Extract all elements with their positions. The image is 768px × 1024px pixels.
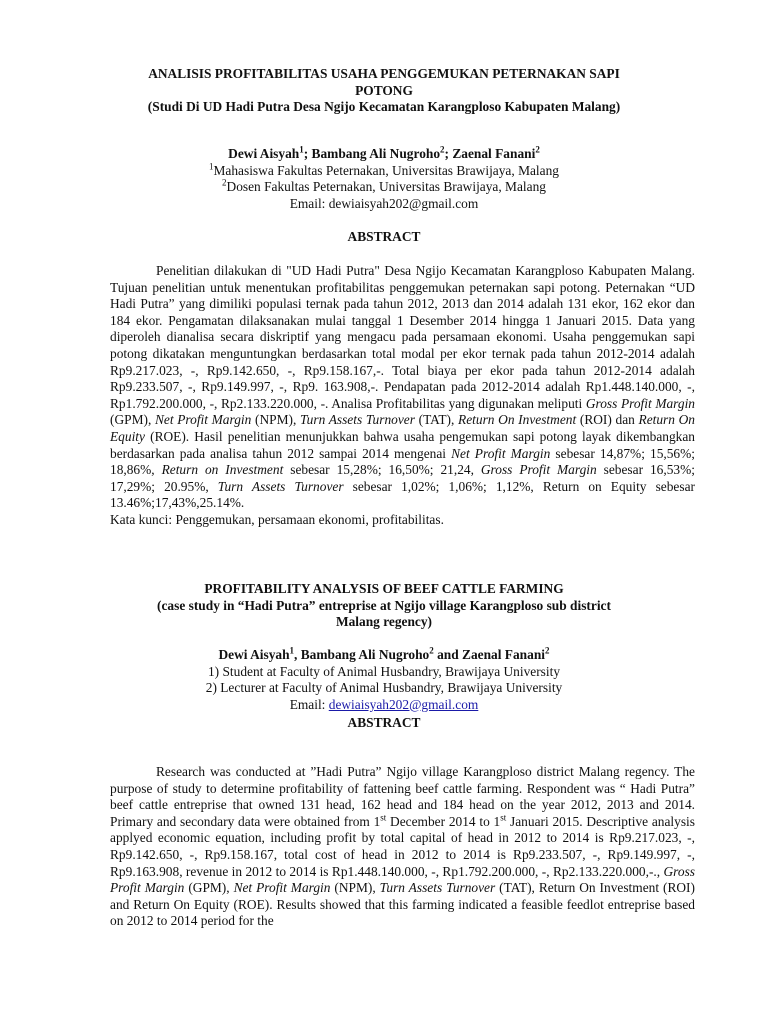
affiliation-1 [100,163,668,180]
abstract-term: Turn Assets Turnover [299,412,415,428]
author-name: ; Zaenal Fanani [444,146,536,161]
affiliation-en-2: 2) Lecturer at Faculty of Animal Husbandry, Brawijaya University [205,680,563,696]
english-subtitle-line1: (case study in “Hadi Putra” entreprise at Ngijo village Karangploso sub district [157,597,611,613]
affiliation-text: Mahasiswa Fakultas Peternakan, Universitas Brawijaya, Malang [213,162,559,178]
abstract-term: Return On Equity [110,412,695,444]
abstract-text: sebesar 1,02%; 1,06%; 1,12%, Return on Equity sebesar 13.46%;17,43%,25.14%. [110,478,695,511]
abstract-paragraph-en [110,764,695,930]
english-title: PROFITABILITY ANALYSIS OF BEEF CATTLE FARMING [204,581,564,596]
paper-title-line2: POTONG [355,82,413,98]
abstract-term: Gross Profit Margin [585,395,695,411]
keywords: Kata kunci: Penggemukan, persamaan ekonomi, profitabilitas. [110,511,444,527]
author-sup: 2 [545,645,550,656]
authors-block-en [100,647,668,713]
abstract-text: (TAT), Return On Investment (ROI) and Return On Equity (ROE). Results showed that this farming indicated a feasible feedlot entreprise based on 2012 to 2014 period for the [110,880,695,929]
author-name: Dewi Aisyah [218,647,290,662]
affiliation-2 [100,179,668,196]
abstract-text: (ROI) dan [576,412,639,428]
email-line-en [100,697,668,714]
author-list-en [100,647,668,664]
ordinal-sup: st [380,812,387,823]
abstract-text: (NPM), [330,880,380,896]
abstract-text: (NPM), [251,412,300,428]
author-name: Dewi Aisyah [228,146,300,161]
abstract-text: Januari 2015. Descriptive analysis applyed economic equation, including profit by total capital of head in 2012 to 2014 is Rp9.217.023, -, Rp9.142.650, -, Rp9.158.167, total cost of head in 2012 to 2014 is Rp9.233.507, -, Rp9.149.997, -, Rp9.163.908, revenue in 2012 to 2014 is Rp1.448.140.000, -, Rp1.792.200.000, -, Rp2.133.220.000,-., [110,813,695,879]
abstract-text: Research was conducted at ”Hadi Putra” Ngijo village Karangploso district Malang regency. The purpose of study to determine profitability of fattening beef cattle farming. Respondent was “ Hadi Putra” beef cattle entreprise that owned 131 head, 162 head and 184 head on the year 2012, 2013 and 2014. Primary and secondary data were obtained from 1 [110,764,695,829]
abstract-term: Net Profit Margin [451,445,551,461]
affiliation-text: Dosen Fakultas Peternakan, Universitas Brawijaya, Malang [226,179,546,195]
english-subtitle-line2: Malang regency) [335,614,433,630]
english-title-block [100,581,668,631]
abstract-term: Return on Investment [161,462,284,478]
abstract-text: (ROE). Hasil penelitian menunjukkan bahwa usaha pengemukan sapi potong layak dikembangkan berdasarkan pada analisa tahun 2012 sampai 2014 mengenai [110,428,695,461]
paper-title-line1: ANALISIS PROFITABILITAS USAHA PENGGEMUKAN PETERNAKAN SAPI [148,66,620,81]
abstract-heading-en: ABSTRACT [347,715,421,730]
author-sup: 1 [289,645,295,656]
author-name: and Zaenal Fanani [433,647,545,662]
author-sup: 1 [299,144,304,155]
affiliation-sup: 1 [209,161,214,172]
abstract-term: Net Profit Margin [154,412,252,428]
paper-subtitle: (Studi Di UD Hadi Putra Desa Ngijo Kecamatan Karangploso Kabupaten Malang) [147,99,621,115]
email-line-id: Email: dewiaisyah202@gmail.com [289,195,479,211]
abstract-text: sebesar 14,87%; 15,56%; 18,86%, [110,445,695,478]
authors-block-id [100,146,668,212]
abstract-text: December 2014 to 1 [386,813,501,829]
abstract-text: (GPM), [110,412,155,428]
abstract-term: Turn Assets Turnover [217,478,344,494]
abstract-text: Penelitian dilakukan di "UD Hadi Putra" Desa Ngijo Kecamatan Karangploso Kabupaten Malang. Tujuan penelitian untuk menentukan profitabilitas penggemukan peternakan sapi potong. Peternakan “UD Hadi Putra” yang dimiliki populasi ternak pada tahun 2012, 2013 dan 2014 adalah 131 ekor, 162 ekor dan 184 ekor. Pengamatan dilaksanakan mulai tanggal 1 Desember 2014 hingga 1 Januari 2015. Data yang diperoleh dianalisa secara diskriptif yang mengacu pada persamaan ekonomi. Usaha penggemukan sapi potong dikatakan menguntungkan berdasarkan total modal per ekor ternak pada tahun 2012-2014 adalah Rp9.217.023, -, Rp9.142.650, -, Rp9.158.167,-. Total biaya per ekor pada tahun 2012-2014 adalah Rp9.233.507, -, Rp9.149.997, -, Rp9. 163.908,-. Pendapatan pada 2012-2014 adalah Rp1.448.140.000, -, Rp1.792.200.000, -, Rp2.133.220.000, -. Analisa Profitabilitas yang digunakan meliputi [110,263,695,411]
email-label: Email: [289,696,329,712]
abstract-term: Gross Profit Margin [480,462,597,478]
affiliation-en-1: 1) Student at Faculty of Animal Husbandry, Brawijaya University [207,663,561,679]
paper-title-block [100,66,668,116]
affiliation-sup: 2 [222,177,227,188]
abstract-term: Gross Profit Margin [110,863,695,896]
author-name: ; Bambang Ali Nugroho [303,146,441,161]
author-list-id [100,146,668,163]
author-sup: 2 [440,144,445,155]
abstract-term: Turn Assets Turnover [379,880,496,896]
abstract-text: (GPM), [184,880,234,896]
abstract-body-id [110,263,695,529]
author-sup: 2 [535,144,540,155]
abstract-paragraph-id [110,263,695,512]
abstract-heading-id: ABSTRACT [347,229,421,244]
abstract-text: (TAT), [414,412,459,428]
ordinal-sup: st [500,812,507,823]
abstract-text: sebesar 15,28%; 16,50%; 21,24, [283,462,481,478]
abstract-term: Net Profit Margin [233,880,331,896]
abstract-term: Return On Investment [458,412,577,428]
email-link[interactable]: dewiaisyah202@gmail.com [328,696,479,712]
abstract-text: sebesar 16,53%; 17,29%; 20.95%, [110,462,695,494]
abstract-body-en [110,764,695,930]
author-name: , Bambang Ali Nugroho [294,647,430,662]
author-sup: 2 [429,645,434,656]
